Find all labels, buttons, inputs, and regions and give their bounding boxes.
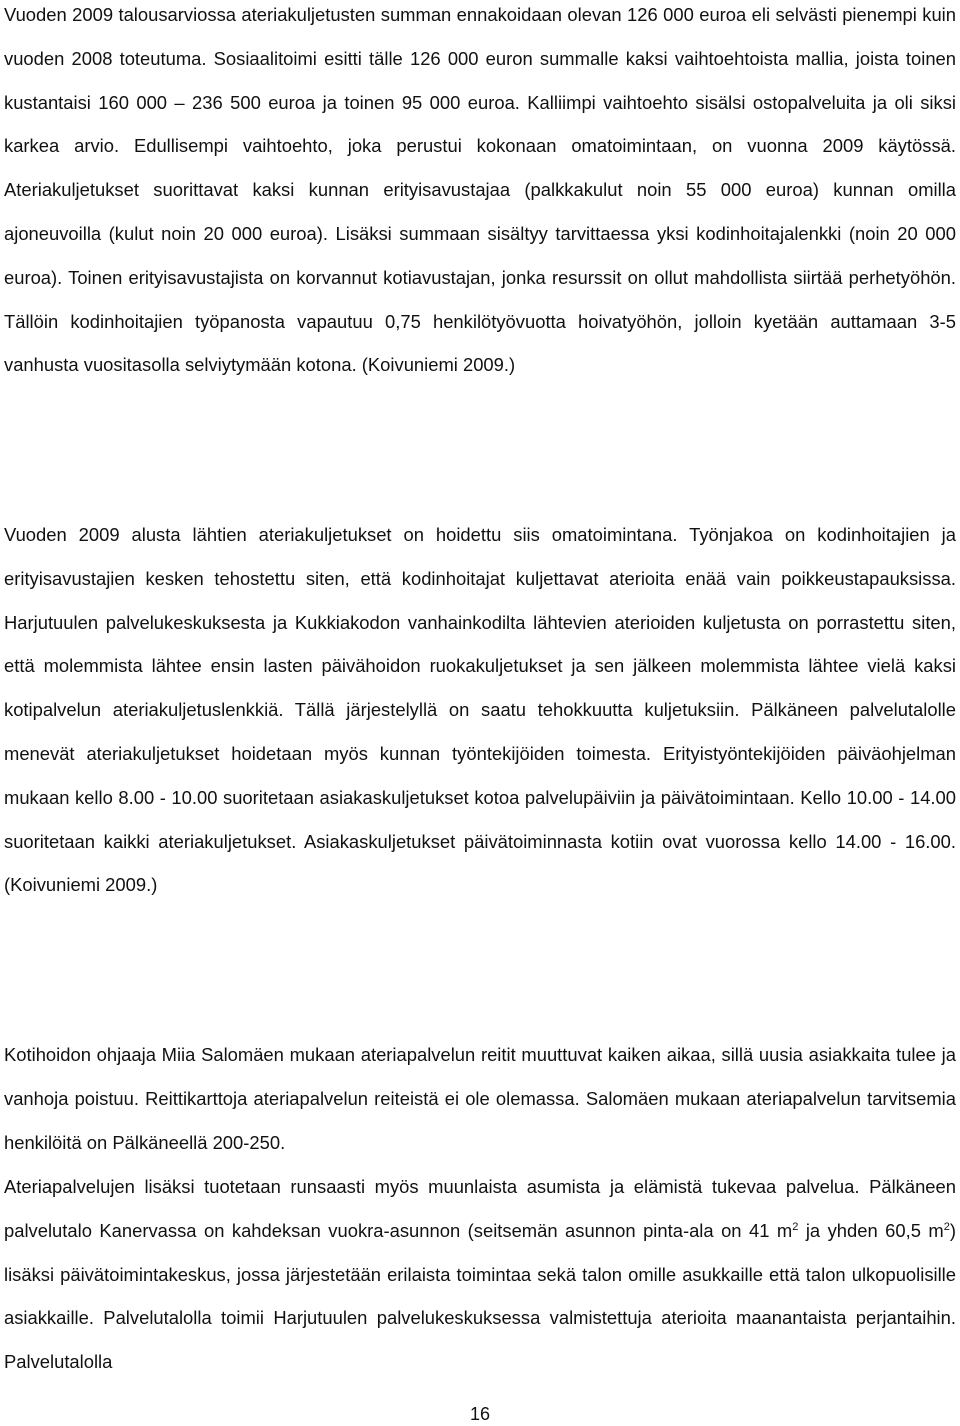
page-number: 16: [469, 1404, 491, 1424]
paragraph-other-services-part-3: ) lisäksi päivätoimintakeskus, jossa järjestetään erilaista toimintaa sekä talon omille asukkaille että talon ulkopuolisille asiakkaille. Palvelutalolla toimii Harjutuulen palvelukeskuksessa valmistettuja aterioita maanantaista perjantaihin. Palvelutalolla: [4, 1219, 956, 1373]
superscript-square-1: 2: [792, 1220, 799, 1233]
paragraph-own-operation-arrangement: Vuoden 2009 alusta lähtien ateriakuljetukset on hoidettu siis omatoimintana. Työnjakoa on kodinhoitajien ja erityisavustajien kesken tehostettu siten, että kodinhoitajat kuljettavat aterioita enää vain poikkeustapauksissa. Harjutuulen palvelukeskuksesta ja Kukkiakodon vanhainkodilta lähtevien aterioiden kuljetusta on porrastettu siten, että molemmista lähtee ensin lasten päivähoidon ruokakuljetukset ja sen jälkeen molemmista lähtee vielä kaksi kotipalvelun ateriakuljetuslenkkiä. Tällä järjestelyllä on saatu tehokkuutta kuljetuksiin. Pälkäneen palvelutalolle menevät ateriakuljetukset hoidetaan myös kunnan työntekijöiden toimesta. Erityistyöntekijöiden päiväohjelman mukaan kello 8.00 - 10.00 suoritetaan asiakaskuljetukset kotoa palvelupäiviin ja päivätoimintaan. Kello 10.00 - 14.00 suoritetaan kaikki ateriakuljetukset. Asiakaskuljetukset päivätoiminnasta kotiin ovat vuorossa kello 14.00 - 16.00. (Koivuniemi 2009.): [4, 524, 956, 896]
paragraph-other-services-part-2: ja yhden 60,5 m: [798, 1219, 944, 1241]
paragraph-other-services: [4, 1165, 956, 1384]
superscript-square-2: 2: [943, 1220, 950, 1233]
paragraph-meal-delivery-budget: Vuoden 2009 talousarviossa ateriakuljetusten summan ennakoidaan olevan 126 000 euroa eli selvästi pienempi kuin vuoden 2008 toteutuma. Sosiaalitoimi esitti tälle 126 000 euron summalle kaksi vaihtoehtoista mallia, joista toinen kustantaisi 160 000 – 236 500 euroa ja toinen 95 000 euroa. Kalliimpi vaihtoehto sisälsi ostopalveluita ja oli siksi karkea arvio. Edullisempi vaihtoehto, joka perustui kokonaan omatoimintaan, on vuonna 2009 käytössä. Ateriakuljetukset suorittavat kaksi kunnan erityisavustajaa (palkkakulut noin 55 000 euroa) kunnan omilla ajoneuvoilla (kulut noin 20 000 euroa). Lisäksi summaan sisältyy tarvittaessa yksi kodinhoitajalenkki (noin 20 000 euroa). Toinen erityisavustajista on korvannut kotiavustajan, jonka resurssit on ollut mahdollista siirtää perhetyöhön. Tällöin kodinhoitajien työpanosta vapautuu 0,75 henkilötyövuotta hoivatyöhön, jolloin kyetään auttamaan 3-5 vanhusta vuositasolla selviytymään kotona. (Koivuniemi 2009.): [4, 4, 956, 376]
paragraph-meal-service-routes: Kotihoidon ohjaaja Miia Salomäen mukaan ateriapalvelun reitit muuttuvat kaiken aikaa, sillä uusia asiakkaita tulee ja vanhoja poistuu. Reittikarttoja ateriapalvelun reiteistä ei ole olemassa. Salomäen mukaan ateriapalvelun tarvitsemia henkilöitä on Pälkäneellä 200-250.: [4, 1044, 956, 1153]
paragraph-other-services-part-1: Ateriapalvelujen lisäksi tuotetaan runsaasti myös muunlaista asumista ja elämistä tukevaa palvelua. Pälkäneen palvelutalo Kanervassa on kahdeksan vuokra-asunnon (seitsemän asunnon pinta-ala on 41 m: [4, 1176, 956, 1241]
